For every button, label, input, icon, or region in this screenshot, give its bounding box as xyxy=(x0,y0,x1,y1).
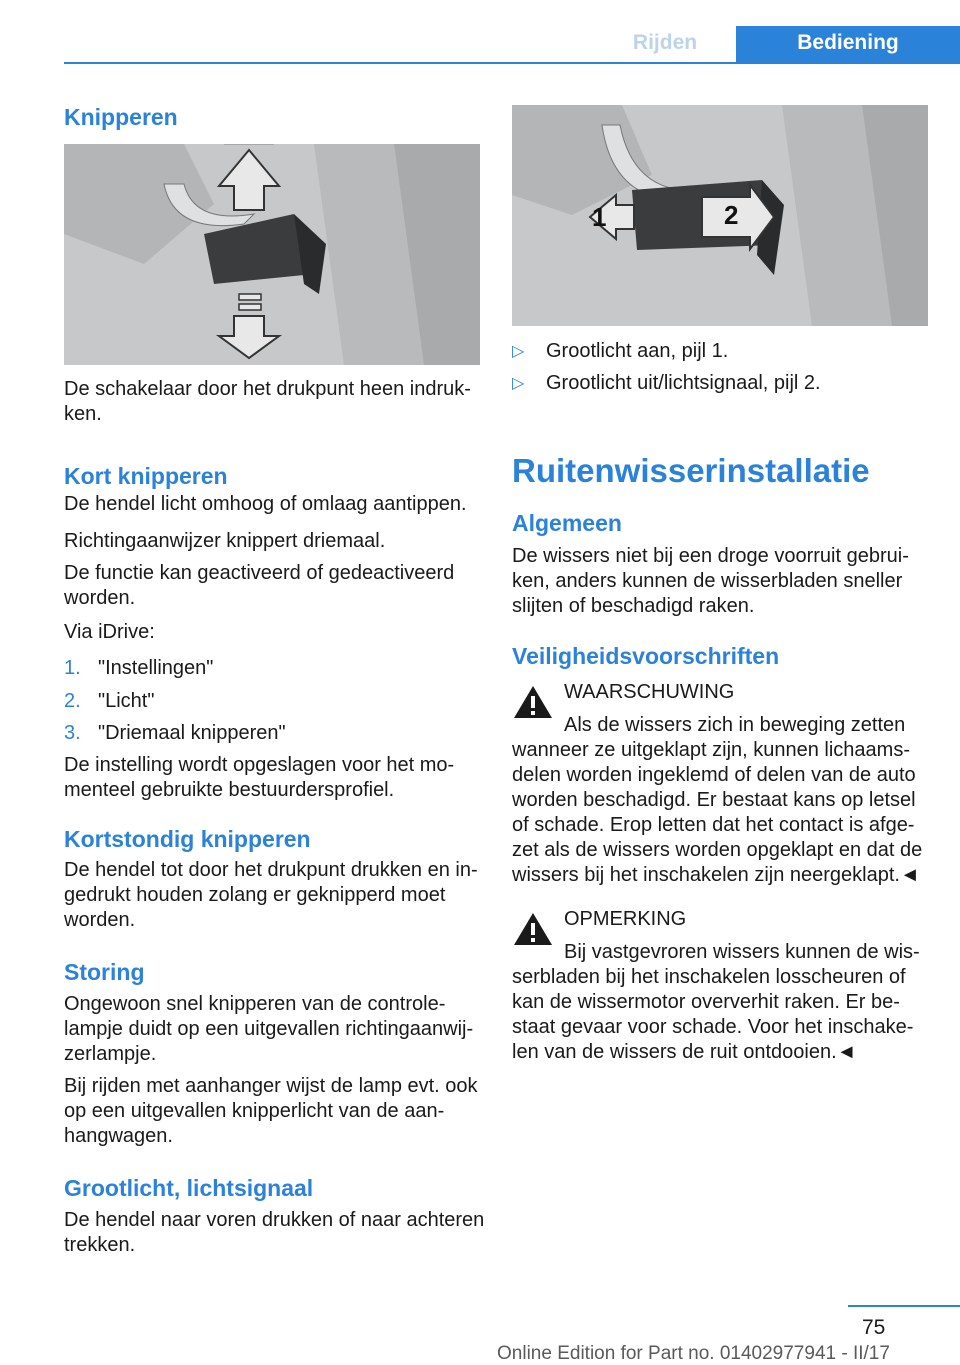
arrow-label-2: 2 xyxy=(724,200,739,230)
heading-kortstondig-knipperen: Kortstondig knipperen xyxy=(64,826,311,852)
arrow-label-1: 1 xyxy=(592,202,607,232)
note-first-line: Bij vastgevroren wissers kunnen de wis- xyxy=(564,941,920,963)
heading-algemeen: Algemeen xyxy=(512,510,622,536)
warning-triangle-icon xyxy=(512,684,554,720)
kort-p2: Richtingaanwijzer knippert driemaal. xyxy=(64,530,386,552)
triangle-bullet-icon: ▷ xyxy=(512,375,525,392)
list-item: ▷ Grootlicht uit/lichtsignaal, pijl 2. xyxy=(512,372,821,394)
list-item: 3. "Driemaal knipperen" xyxy=(64,722,286,744)
storing-p1: Ongewoon snel knipperen van de controle- lampje duidt op een uitgevallen richtingaanwij- zerlampje. xyxy=(64,993,474,1065)
kort-p3: De functie kan geactiveerd of gedeactiveerd worden. xyxy=(64,562,455,609)
photo-high-beam-lever xyxy=(512,105,928,326)
heading-ruitenwisserinstallatie: Ruitenwisserinstallatie xyxy=(512,452,870,489)
tab-bediening[interactable]: Bediening xyxy=(736,26,960,62)
footer-rule xyxy=(848,1305,960,1307)
kortstondig-text: De hendel tot door het drukpunt drukken en in- gedrukt houden zolang er geknipperd moet worden. xyxy=(64,859,478,931)
heading-grootlicht: Grootlicht, lichtsignaal xyxy=(64,1175,314,1201)
algemeen-text: De wissers niet bij een droge voorruit gebrui- ken, anders kunnen de wisserbladen sneller slijten of beschadigd raken. xyxy=(512,545,909,617)
heading-storing: Storing xyxy=(64,959,145,985)
heading-kort-knipperen: Kort knipperen xyxy=(64,463,228,489)
list-item: 2. "Licht" xyxy=(64,690,155,712)
lever-up-down-illustration xyxy=(64,144,480,365)
page-number: 75 xyxy=(862,1316,886,1339)
warning-first-line: Als de wissers zich in beweging zetten xyxy=(564,714,906,736)
note-text: serbladen bij het inschakelen losscheuren of kan de wissermotor oververhit raken. Er be- staat gevaar voor schade. Voor het inschake- len van de wissers de ruit ontdooien.◄ xyxy=(512,966,914,1063)
tab-rijden[interactable]: Rijden xyxy=(632,31,698,54)
lever-push-pull-illustration xyxy=(512,105,928,326)
warning-text: wanneer ze uitgeklapt zijn, kunnen lichaams- delen worden ingeklemd of delen van de auto worden beschadigd. Er bestaat kans op letsel of schade. Erop letten dat het contact is afge- zet als de wissers worden opgeklapt en dat de wissers bij het inschakelen zijn neergeklapt.◄ xyxy=(512,739,923,886)
list-item: 1. "Instellingen" xyxy=(64,657,214,679)
list-item: ▷ Grootlicht aan, pijl 1. xyxy=(512,340,729,362)
photo-turn-signal-lever xyxy=(64,144,480,365)
warning-title: WAARSCHUWING xyxy=(564,681,735,703)
note-title: OPMERKING xyxy=(564,908,687,930)
storing-p2: Bij rijden met aanhanger wijst de lamp evt. ook op een uitgevallen knipperlicht van de aan- hangwagen. xyxy=(64,1075,478,1147)
triangle-bullet-icon: ▷ xyxy=(512,343,525,360)
heading-veiligheidsvoorschriften: Veiligheidsvoorschriften xyxy=(512,643,780,669)
caution-triangle-icon xyxy=(512,911,554,947)
kort-p4: Via iDrive: xyxy=(64,621,155,643)
knipperen-text: De schakelaar door het drukpunt heen indruk- ken. xyxy=(64,378,471,425)
kort-p1: De hendel licht omhoog of omlaag aantippen. xyxy=(64,493,467,515)
footer-edition: Online Edition for Part no. 01402977941 - II/17 xyxy=(497,1343,890,1364)
page-header xyxy=(64,26,960,64)
grootlicht-text: De hendel naar voren drukken of naar achteren trekken. xyxy=(64,1209,485,1256)
kort-p5: De instelling wordt opgeslagen voor het mo- menteel gebruikte bestuurdersprofiel. xyxy=(64,754,455,801)
heading-knipperen: Knipperen xyxy=(64,104,178,130)
